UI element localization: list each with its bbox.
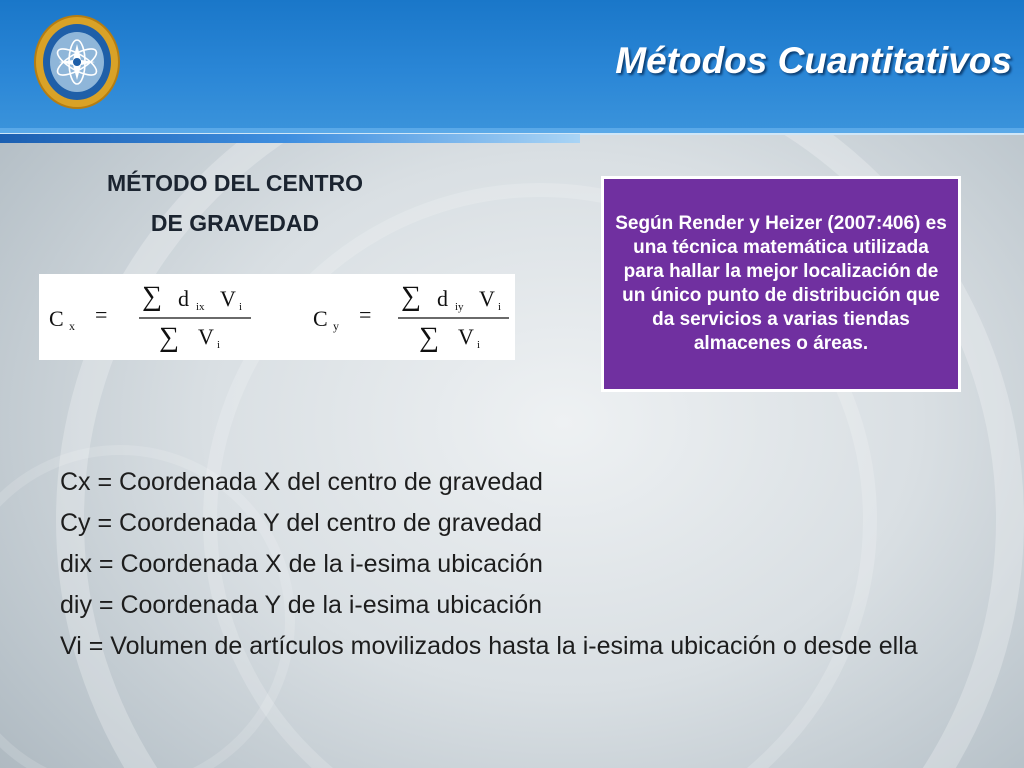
variable-definitions xyxy=(60,462,960,662)
header-stripe-accent xyxy=(0,134,580,143)
definition-item: dix = Coordenada X de la i-esima ubicación xyxy=(60,550,543,578)
method-heading-line: MÉTODO DEL CENTRO xyxy=(107,170,363,196)
definition-item: Cy = Coordenada Y del centro de gravedad xyxy=(60,509,543,537)
v-symbol: V xyxy=(458,324,474,349)
definition-item: Vi = Volumen de artículos movilizados hasta la i-esima ubicación o desde ella xyxy=(60,632,918,660)
subscript-i: i xyxy=(217,339,221,351)
cy-subscript: y xyxy=(333,319,339,333)
formula-image xyxy=(39,274,515,360)
method-heading xyxy=(50,163,420,243)
subscript-i: i xyxy=(498,301,502,313)
sigma-symbol: ∑ xyxy=(419,322,439,353)
equals-sign: = xyxy=(95,302,108,327)
v-symbol: V xyxy=(479,286,495,311)
v-symbol: V xyxy=(198,324,214,349)
definition-quote-box xyxy=(601,176,961,392)
cx-subscript: x xyxy=(69,319,75,333)
university-seal-icon xyxy=(33,14,121,110)
sigma-symbol: ∑ xyxy=(159,322,179,353)
sigma-symbol: ∑ xyxy=(142,281,162,312)
equals-sign: = xyxy=(359,302,372,327)
d-symbol: d xyxy=(437,286,448,311)
definition-item: diy = Coordenada Y de la i-esima ubicación xyxy=(60,591,543,619)
method-heading-line: DE GRAVEDAD xyxy=(150,210,320,236)
subscript-ix: ix xyxy=(196,301,205,313)
subscript-iy: iy xyxy=(455,301,464,313)
sigma-symbol: ∑ xyxy=(401,281,421,312)
slide-title: Métodos Cuantitativos xyxy=(615,40,1012,81)
definition-item: Cx = Coordenada X del centro de gravedad xyxy=(60,468,543,496)
subscript-i: i xyxy=(239,301,243,313)
quote-text: Según Render y Heizer (2007:406) es una técnica matemática utilizada para hallar la mejor localización de un único punto de distribución que da servicios a varias tiendas almacenes o áreas. xyxy=(615,213,947,354)
cx-symbol: C xyxy=(49,306,64,331)
cy-symbol: C xyxy=(313,306,328,331)
subscript-i: i xyxy=(477,339,481,351)
v-symbol: V xyxy=(220,286,236,311)
d-symbol: d xyxy=(178,286,189,311)
